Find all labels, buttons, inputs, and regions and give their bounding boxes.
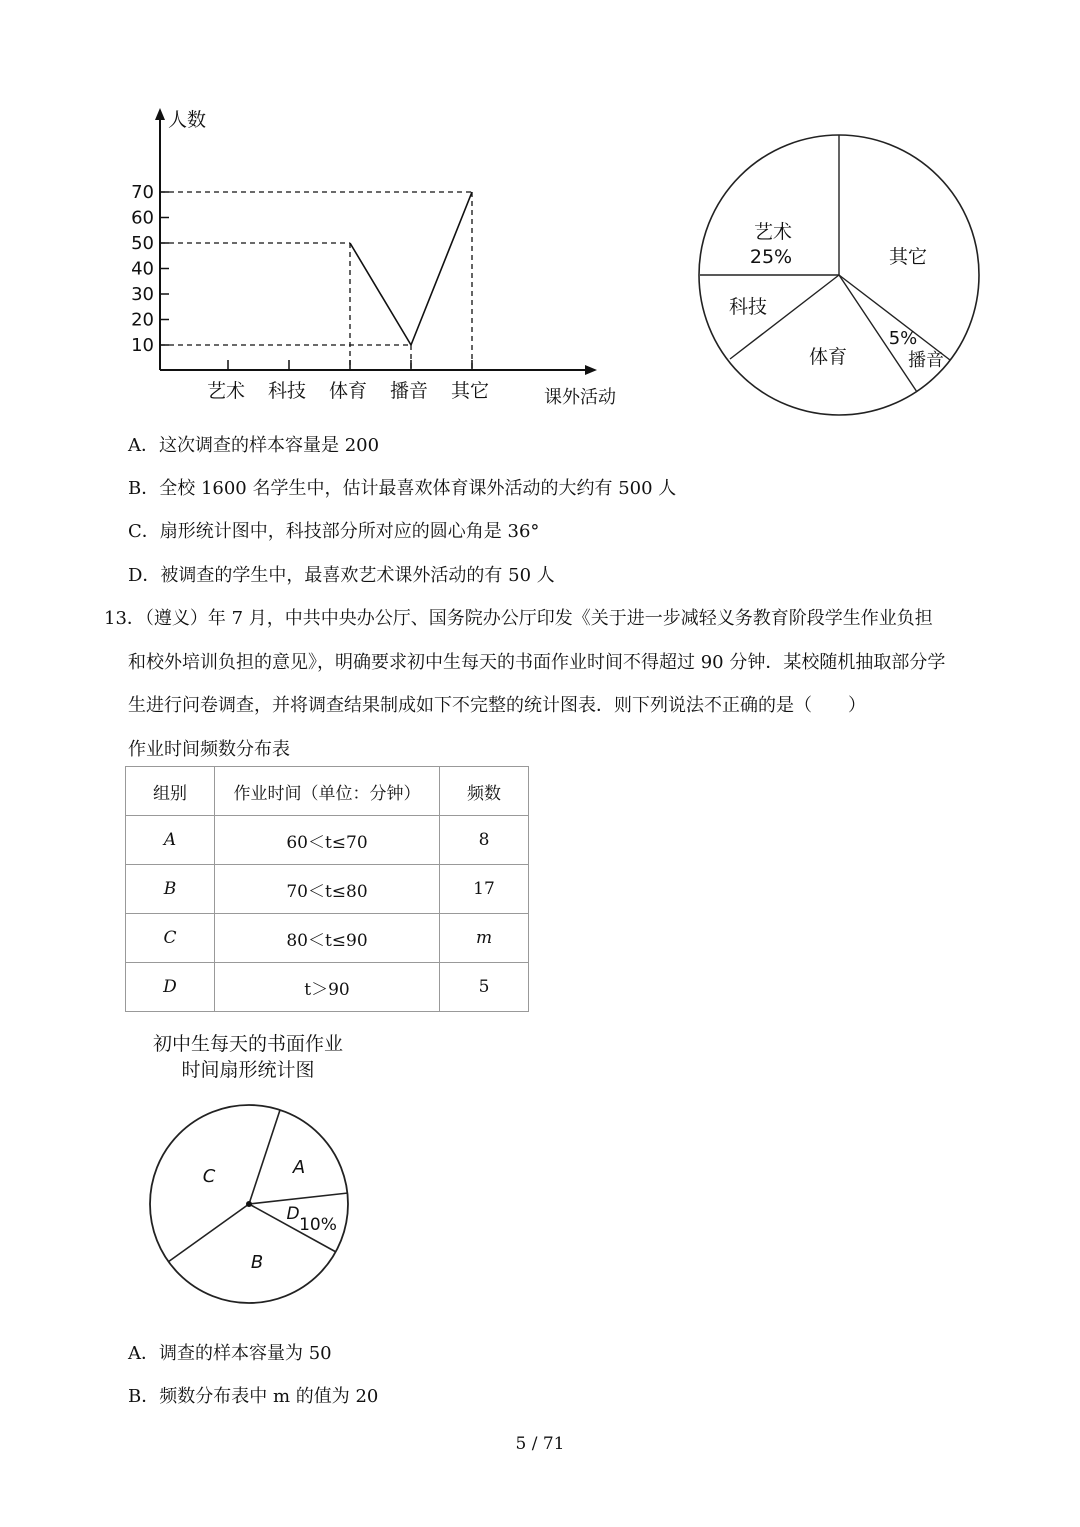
table-cell: 60＜t≤70 bbox=[215, 816, 440, 865]
q12-option-a: A．这次调查的样本容量是 200 bbox=[128, 435, 380, 456]
table-cell: D bbox=[126, 963, 215, 1012]
line-chart-axes bbox=[160, 114, 590, 370]
pie-label-broadcast: 播音 bbox=[908, 350, 944, 371]
x-tick-label: 播音 bbox=[389, 380, 429, 402]
q13-stem-line3: 生进行问卷调查，并将调查结果制成如下不完整的统计图表．则下列说法不正确的是（ ） bbox=[128, 695, 866, 716]
q13-option-b: B．频数分布表中 m 的值为 20 bbox=[128, 1386, 379, 1407]
pie2-label-c: C bbox=[202, 1166, 216, 1187]
pie2-label-d-pct: 10% bbox=[299, 1215, 337, 1235]
table-header-cell: 作业时间（单位：分钟） bbox=[215, 767, 440, 816]
pie2-center-dot bbox=[246, 1201, 252, 1207]
table-cell: A bbox=[126, 816, 215, 865]
pie2-label-b: B bbox=[250, 1252, 264, 1273]
q13-stem-line1: 13．（遵义）年 7 月，中共中央办公厅、国务院办公厅印发《关于进一步减轻义务教育阶段学生作业负担 bbox=[104, 608, 933, 629]
y-axis-label: 人数 bbox=[168, 109, 207, 131]
table-cell: 70＜t≤80 bbox=[215, 865, 440, 914]
table-row bbox=[126, 865, 529, 914]
dashed-guides bbox=[160, 192, 472, 370]
q12-option-c: C．扇形统计图中，科技部分所对应的圆心角是 36° bbox=[128, 521, 540, 542]
x-tick-label: 其它 bbox=[450, 380, 490, 402]
pie-label-sport: 体育 bbox=[808, 346, 848, 368]
pie-label-broadcast-pct: 5% bbox=[888, 328, 918, 349]
q13-table-title: 作业时间频数分布表 bbox=[128, 739, 290, 760]
y-tick-label: 20 bbox=[131, 309, 154, 331]
pie-label-art: 艺术 bbox=[753, 221, 793, 243]
table-row bbox=[126, 816, 529, 865]
series-line bbox=[350, 192, 472, 345]
x-ticks bbox=[207, 360, 489, 402]
table-cell: t＞90 bbox=[215, 963, 440, 1012]
q13-stem-line2: 和校外培训负担的意见》，明确要求初中生每天的书面作业时间不得超过 90 分钟．某校随机抽取部分学 bbox=[128, 652, 946, 673]
pie2-label-a: A bbox=[292, 1157, 306, 1178]
y-axis-arrow bbox=[155, 108, 165, 120]
table-row bbox=[126, 914, 529, 963]
pie2-slice-lines bbox=[168, 1110, 348, 1262]
q12-option-d: D．被调查的学生中，最喜欢艺术课外活动的有 50 人 bbox=[128, 565, 555, 586]
x-axis-label: 课外活动 bbox=[544, 387, 616, 408]
y-ticks bbox=[131, 182, 169, 356]
pie-label-other: 其它 bbox=[888, 246, 928, 268]
table-row bbox=[126, 963, 529, 1012]
table-cell: B bbox=[126, 865, 215, 914]
y-tick-label: 40 bbox=[131, 258, 154, 280]
y-tick-label: 50 bbox=[131, 233, 154, 254]
table-cell: C bbox=[126, 914, 215, 963]
pie2-title-line1: 初中生每天的书面作业 bbox=[152, 1033, 343, 1055]
q12-option-b: B．全校 1600 名学生中，估计最喜欢体育课外活动的大约有 500 人 bbox=[128, 478, 677, 499]
table-header-cell: 频数 bbox=[440, 767, 529, 816]
table-header-cell: 组别 bbox=[126, 767, 215, 816]
pie-label-tech: 科技 bbox=[728, 296, 768, 318]
page-number: 5 / 71 bbox=[515, 1434, 565, 1454]
x-axis-arrow bbox=[585, 365, 597, 375]
pie2-title-line2: 时间扇形统计图 bbox=[181, 1059, 315, 1081]
table-cell: m bbox=[440, 914, 529, 963]
homework-pie-chart bbox=[145, 1100, 355, 1310]
table-header-row bbox=[126, 767, 529, 816]
pie-label-art-pct: 25% bbox=[749, 246, 793, 268]
x-tick-label: 科技 bbox=[267, 380, 307, 402]
line-chart bbox=[120, 100, 640, 420]
y-tick-label: 70 bbox=[131, 182, 154, 203]
x-tick-label: 体育 bbox=[328, 380, 368, 402]
table-cell: 17 bbox=[440, 865, 529, 914]
q13-option-a: A．调查的样本容量为 50 bbox=[128, 1343, 332, 1364]
table-cell: 80＜t≤90 bbox=[215, 914, 440, 963]
activity-pie-chart bbox=[695, 130, 985, 420]
y-tick-label: 30 bbox=[131, 284, 154, 305]
table-cell: 8 bbox=[440, 816, 529, 865]
y-tick-label: 10 bbox=[131, 335, 154, 356]
x-tick-label: 艺术 bbox=[206, 380, 246, 402]
frequency-table bbox=[125, 766, 529, 1012]
y-tick-label: 60 bbox=[131, 207, 154, 229]
table-cell: 5 bbox=[440, 963, 529, 1012]
pie2-label-d: D bbox=[286, 1204, 300, 1224]
